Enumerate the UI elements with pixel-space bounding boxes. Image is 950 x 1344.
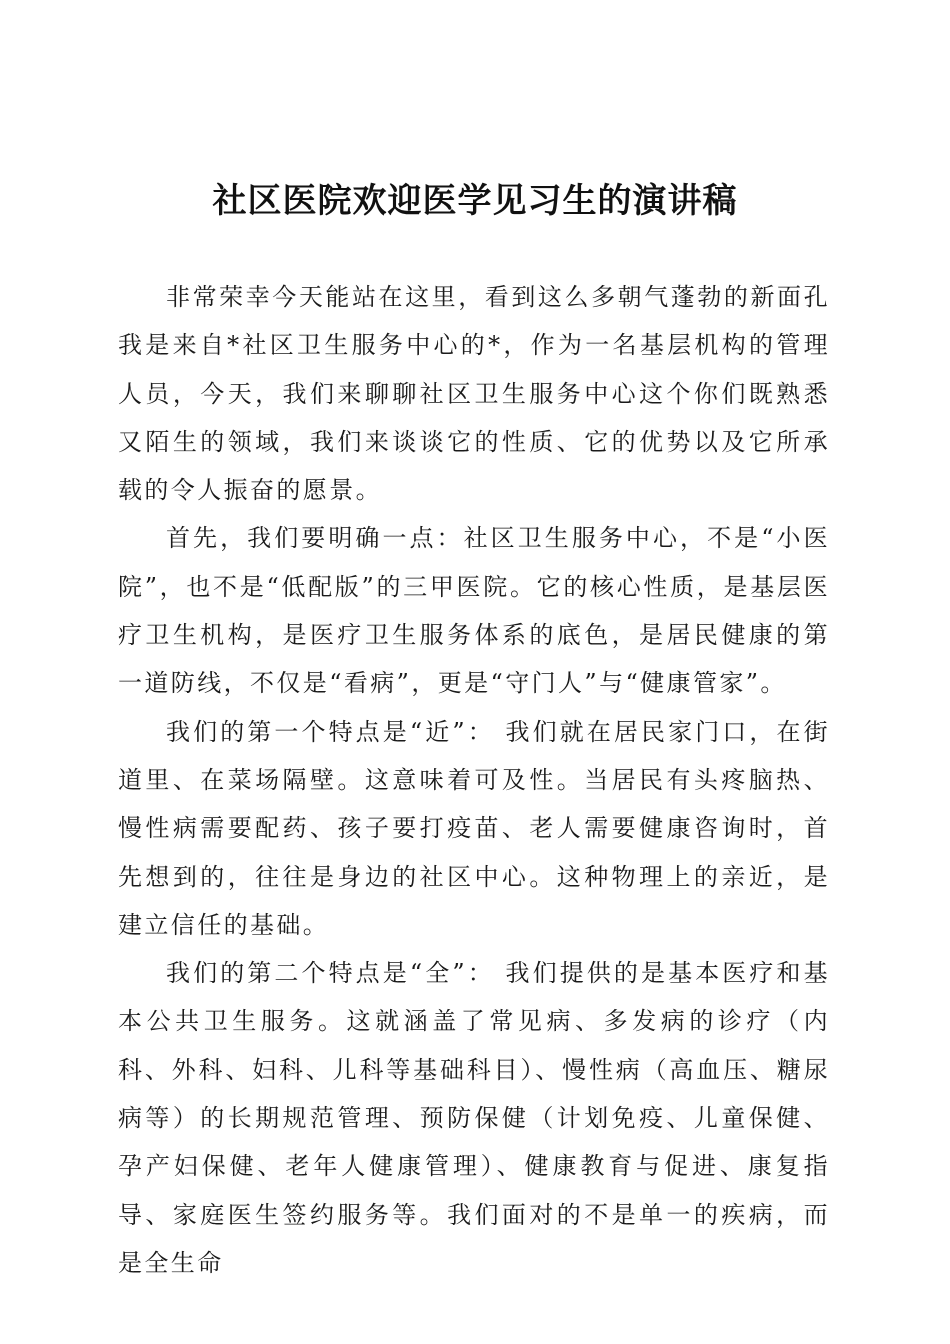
document-body	[118, 273, 830, 1287]
paragraph-feature-comprehensive: 我们的第二个特点是“全”： 我们提供的是基本医疗和基本公共卫生服务。这就涵盖了常见病、多发病的诊疗（内科、外科、妇科、儿科等基础科目）、慢性病（高血压、糖尿病等）的长期规范管理、预防保健（计划免疫、儿童保健、孕产妇保健、老年人健康管理）、健康教育与促进、康复指导、家庭医生签约服务等。我们面对的不是单一的疾病，而是全生命	[118, 959, 830, 1277]
paragraph-intro: 非常荣幸今天能站在这里，看到这么多朝气蓬勃的新面孔我是来自*社区卫生服务中心的*，作为一名基层机构的管理人员，今天，我们来聊聊社区卫生服务中心这个你们既熟悉又陌生的领域，我们来谈谈它的性质、它的优势以及它所承载的令人振奋的愿景。	[118, 283, 830, 505]
document-title: 社区医院欢迎医学见习生的演讲稿	[212, 181, 738, 221]
paragraph-nature: 首先，我们要明确一点：社区卫生服务中心，不是“小医院”，也不是“低配版”的三甲医院。它的核心性质，是基层医疗卫生机构，是医疗卫生服务体系的底色，是居民健康的第一道防线，不仅是“看病”，更是“守门人”与“健康管家”。	[118, 524, 830, 698]
paragraph-feature-near: 我们的第一个特点是“近”： 我们就在居民家门口，在街道里、在菜场隔壁。这意味着可及性。当居民有头疼脑热、慢性病需要配药、孩子要打疫苗、老人需要健康咨询时，首先想到的，往往是身边的社区中心。这种物理上的亲近，是建立信任的基础。	[118, 717, 830, 939]
